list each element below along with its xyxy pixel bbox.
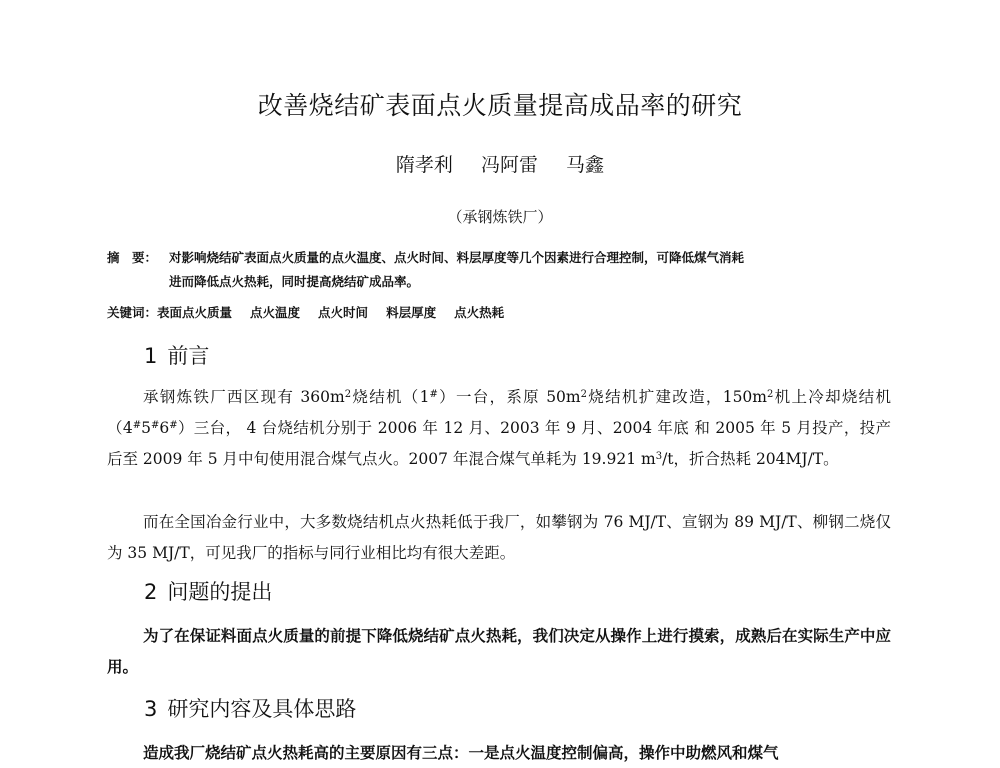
keyword: 点火时间 (318, 305, 369, 320)
section-1-paragraph-1: 承钢炼铁厂西区现有 $360m^2$烧结机（1#）一台，系原 $50m^2$烧结机扩建改造，$150m^2$机上冷却烧结机（4#5#6#）三台， 4 台烧结机分别于 2006 年 12 月、2003 年 9 月、2004 年底 和 2005 年 5 月投产，投产后至 2009 年 5 月中旬使用混合煤气点火。2007 年混合煤气单耗为 19.921 $m^3/t$，折合热耗 204MJ/T。 (107, 388, 891, 468)
keyword: 点火热耗 (454, 305, 505, 320)
author-list (0, 150, 1000, 177)
keywords-label: 关键词： (107, 305, 158, 320)
keyword: 料层厚度 (386, 305, 437, 320)
section-heading-2 (144, 576, 272, 606)
keyword: 表面点火质量 (157, 305, 233, 320)
section-heading-1 (144, 340, 209, 370)
author: 马鑫 (566, 154, 605, 176)
section-number: 3 (144, 697, 158, 721)
abstract-label: 摘 要： (107, 250, 158, 265)
section-1-paragraph-2: 而在全国冶金行业中，大多数烧结机点火热耗低于我厂，如攀钢为 76 MJ/T、宣钢为 89 MJ/T、柳钢二烧仅为 35 MJ/T，可见我厂的指标与同行业相比均有很大差距。 (107, 513, 891, 562)
keyword: 点火温度 (250, 305, 301, 320)
author: 冯阿雷 (480, 154, 538, 176)
section-number: 1 (144, 344, 158, 368)
section-2-paragraph-1: 为了在保证料面点火质量的前提下降低烧结矿点火热耗，我们决定从操作上进行摸索，成熟后在实际生产中应用。 (107, 626, 891, 676)
section-number: 2 (144, 580, 158, 604)
abstract (107, 246, 897, 294)
affiliation: （承钢炼铁厂） (447, 208, 553, 226)
section-title: 问题的提出 (167, 580, 273, 604)
section-heading-3 (144, 693, 356, 723)
abstract-text-line2: 进而降低点火热耗，同时提高烧结矿成品率。 (169, 274, 420, 289)
paper-title: 改善烧结矿表面点火质量提高成品率的研究 (257, 91, 743, 120)
section-title: 研究内容及具体思路 (167, 697, 357, 721)
abstract-text-line1: 对影响烧结矿表面点火质量的点火温度、点火时间、料层厚度等几个因素进行合理控制，可降低煤气消耗 (169, 250, 745, 265)
keywords (107, 303, 897, 321)
author: 隋孝利 (395, 154, 453, 176)
section-3-paragraph-1: 造成我厂烧结矿点火热耗高的主要原因有三点：一是点火温度控制偏高，操作中助燃风和煤气 (143, 743, 779, 762)
section-title: 前言 (167, 344, 210, 368)
